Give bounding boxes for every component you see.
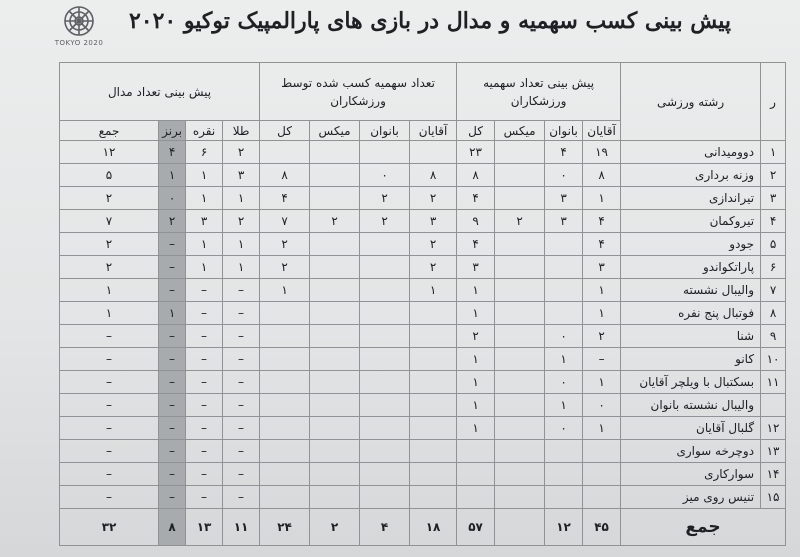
silver-count: ۱ [186, 187, 223, 210]
forecast-men: ۱ [583, 279, 621, 302]
forecast-mixed [495, 463, 545, 486]
medal-sum: – [60, 463, 159, 486]
table-row [60, 256, 786, 279]
forecast-women [545, 233, 583, 256]
silver-count: – [186, 394, 223, 417]
earned-men [410, 141, 457, 164]
forecast-women [545, 256, 583, 279]
earned-total: ۲ [260, 256, 310, 279]
earned-women [360, 417, 410, 440]
earned-women [360, 371, 410, 394]
earned-men: ۸ [410, 164, 457, 187]
forecast-total: ۴ [457, 233, 495, 256]
forecast-total: ۲ [457, 325, 495, 348]
forecast-mixed [495, 141, 545, 164]
earned-men: ۲ [410, 233, 457, 256]
bronze-count: – [159, 233, 186, 256]
earned-men [410, 325, 457, 348]
forecast-women: ۳ [545, 187, 583, 210]
forecast-total: ۹ [457, 210, 495, 233]
medal-sum: – [60, 394, 159, 417]
earned-mixed [310, 187, 360, 210]
earned-total: ۲ [260, 233, 310, 256]
sport-header: رشته ورزشی [621, 63, 761, 141]
forecast-mixed [495, 164, 545, 187]
quota-earned-header: تعداد سهمیه کسب شده توسط ورزشکاران [260, 63, 457, 121]
silver-count: – [186, 302, 223, 325]
forecast-total: ۱ [457, 417, 495, 440]
row-number: ۲ [761, 164, 786, 187]
totals-gold: ۱۱ [223, 509, 260, 546]
earned-men: ۳ [410, 210, 457, 233]
forecast-women: ۰ [545, 371, 583, 394]
forecast-women [545, 440, 583, 463]
earned-mixed [310, 348, 360, 371]
earned-men: ۲ [410, 256, 457, 279]
gold-count: ۲ [223, 141, 260, 164]
totals-bronze: ۸ [159, 509, 186, 546]
medal-sum: ۲ [60, 233, 159, 256]
earned-women [360, 440, 410, 463]
sport-name: والیبال نشسته بانوان [621, 394, 761, 417]
row-number: ۱۳ [761, 440, 786, 463]
medal-sum: – [60, 486, 159, 509]
sport-name: تیراندازی [621, 187, 761, 210]
earned-total [260, 394, 310, 417]
earned-mixed [310, 417, 360, 440]
forecast-total: ۴ [457, 187, 495, 210]
forecast-women [545, 486, 583, 509]
row-number: ۱۱ [761, 371, 786, 394]
silver-count: ۱ [186, 233, 223, 256]
earned-mixed [310, 394, 360, 417]
earned-men [410, 371, 457, 394]
forecast-mixed [495, 279, 545, 302]
forecast-women [545, 463, 583, 486]
earned-women: ۰ [360, 164, 410, 187]
totals-forecast-mixed [495, 509, 545, 546]
forecast-mixed [495, 348, 545, 371]
earned-total [260, 486, 310, 509]
silver-count: – [186, 440, 223, 463]
bronze-count: – [159, 371, 186, 394]
forecast-mixed [495, 440, 545, 463]
forecast-women: ۰ [545, 164, 583, 187]
earned-mixed [310, 302, 360, 325]
earned-men [410, 348, 457, 371]
earned-women: ۲ [360, 187, 410, 210]
sport-name: شنا [621, 325, 761, 348]
forecast-women [545, 302, 583, 325]
forecast-men-header: آقایان [583, 121, 621, 141]
forecast-women-header: بانوان [545, 121, 583, 141]
earned-total: ۷ [260, 210, 310, 233]
earned-women [360, 279, 410, 302]
earned-mixed [310, 279, 360, 302]
totals-earned-total: ۲۴ [260, 509, 310, 546]
gold-count: – [223, 394, 260, 417]
silver-count: – [186, 463, 223, 486]
table-row [60, 440, 786, 463]
table-row [60, 486, 786, 509]
earned-mixed [310, 325, 360, 348]
forecast-mixed [495, 256, 545, 279]
forecast-total: ۱ [457, 394, 495, 417]
forecast-men: ۱ [583, 302, 621, 325]
medal-sum: ۱ [60, 279, 159, 302]
bronze-count: – [159, 348, 186, 371]
earned-women: ۲ [360, 210, 410, 233]
sport-name: جودو [621, 233, 761, 256]
forecast-total [457, 440, 495, 463]
forecast-men: ۱ [583, 187, 621, 210]
medal-sum: – [60, 371, 159, 394]
forecast-mixed [495, 302, 545, 325]
forecast-total [457, 486, 495, 509]
table-row [60, 141, 786, 164]
forecast-men [583, 486, 621, 509]
earned-men [410, 440, 457, 463]
forecast-total: ۱ [457, 279, 495, 302]
table-row [60, 394, 786, 417]
table-row [60, 302, 786, 325]
row-number: ۴ [761, 210, 786, 233]
totals-forecast-men: ۴۵ [583, 509, 621, 546]
row-number: ۸ [761, 302, 786, 325]
row-number [761, 394, 786, 417]
earned-men [410, 463, 457, 486]
forecast-men: ۴ [583, 233, 621, 256]
earned-men-header: آقایان [410, 121, 457, 141]
medal-sum: ۱۲ [60, 141, 159, 164]
medal-sum: – [60, 348, 159, 371]
silver-count: – [186, 348, 223, 371]
earned-mixed-header: میکس [310, 121, 360, 141]
medal-sum: ۱ [60, 302, 159, 325]
row-number: ۹ [761, 325, 786, 348]
gold-count: – [223, 417, 260, 440]
gold-count: ۱ [223, 256, 260, 279]
gold-count: – [223, 440, 260, 463]
row-number: ۱۰ [761, 348, 786, 371]
sport-name: فوتبال پنج نفره [621, 302, 761, 325]
forecast-men [583, 440, 621, 463]
quota-forecast-header: پیش بینی تعداد سهمیه ورزشکاران [457, 63, 621, 121]
bronze-count: ۰ [159, 187, 186, 210]
gold-count: – [223, 348, 260, 371]
earned-mixed [310, 463, 360, 486]
forecast-mixed [495, 486, 545, 509]
bronze-count: ۲ [159, 210, 186, 233]
forecast-men [583, 463, 621, 486]
earned-total [260, 417, 310, 440]
silver-count: ۳ [186, 210, 223, 233]
medal-sum: – [60, 440, 159, 463]
gold-count: ۱ [223, 233, 260, 256]
silver-count: – [186, 486, 223, 509]
earned-women [360, 302, 410, 325]
medal-sum: – [60, 325, 159, 348]
forecast-women: ۱ [545, 348, 583, 371]
logo-text: TOKYO 2020 [54, 39, 104, 47]
totals-label: جمع [621, 509, 786, 546]
forecast-men: ۱ [583, 371, 621, 394]
earned-men [410, 486, 457, 509]
medal-sum: ۲ [60, 256, 159, 279]
gold-count: – [223, 279, 260, 302]
forecast-men: ۰ [583, 394, 621, 417]
earned-mixed [310, 486, 360, 509]
sport-name: دوچرخه سواری [621, 440, 761, 463]
earned-men: ۲ [410, 187, 457, 210]
table-row [60, 210, 786, 233]
forecast-women: ۴ [545, 141, 583, 164]
bronze-header: برنز [159, 121, 186, 141]
forecast-men: ۳ [583, 256, 621, 279]
table-row [60, 463, 786, 486]
bronze-count: – [159, 256, 186, 279]
forecast-women: ۱ [545, 394, 583, 417]
gold-count: ۲ [223, 210, 260, 233]
earned-women [360, 348, 410, 371]
forecast-total-header: کل [457, 121, 495, 141]
earned-men [410, 394, 457, 417]
bronze-count: – [159, 417, 186, 440]
sum-header: جمع [60, 121, 159, 141]
sport-name: کانو [621, 348, 761, 371]
bronze-count: ۱ [159, 164, 186, 187]
silver-count: ۶ [186, 141, 223, 164]
forecast-men: ۱۹ [583, 141, 621, 164]
earned-total: ۴ [260, 187, 310, 210]
earned-total [260, 371, 310, 394]
forecast-mixed [495, 371, 545, 394]
earned-women [360, 233, 410, 256]
row-number-header: ر [761, 63, 786, 141]
gold-count: – [223, 486, 260, 509]
forecast-total: ۲۳ [457, 141, 495, 164]
silver-count: ۱ [186, 256, 223, 279]
silver-count: – [186, 417, 223, 440]
row-number: ۷ [761, 279, 786, 302]
forecast-total [457, 463, 495, 486]
row-number: ۵ [761, 233, 786, 256]
medal-sum: – [60, 417, 159, 440]
bronze-count: – [159, 486, 186, 509]
silver-count: – [186, 325, 223, 348]
forecast-women: ۳ [545, 210, 583, 233]
gold-count: ۱ [223, 187, 260, 210]
table-row [60, 325, 786, 348]
medal-sum: ۷ [60, 210, 159, 233]
gold-count: – [223, 325, 260, 348]
earned-total [260, 440, 310, 463]
earned-women [360, 463, 410, 486]
earned-total: ۸ [260, 164, 310, 187]
forecast-women [545, 279, 583, 302]
forecast-men: ۴ [583, 210, 621, 233]
forecast-women: ۰ [545, 417, 583, 440]
forecast-total: ۳ [457, 256, 495, 279]
gold-count: – [223, 463, 260, 486]
sport-name: تیروکمان [621, 210, 761, 233]
bronze-count: ۱ [159, 302, 186, 325]
earned-total [260, 325, 310, 348]
earned-total [260, 348, 310, 371]
forecast-total: ۸ [457, 164, 495, 187]
totals-sum: ۳۲ [60, 509, 159, 546]
forecast-men: ۸ [583, 164, 621, 187]
forecast-mixed-header: میکس [495, 121, 545, 141]
totals-earned-men: ۱۸ [410, 509, 457, 546]
forecast-table [59, 62, 786, 546]
earned-total: ۱ [260, 279, 310, 302]
totals-forecast-total: ۵۷ [457, 509, 495, 546]
earned-men [410, 417, 457, 440]
earned-men: ۱ [410, 279, 457, 302]
silver-header: نقره [186, 121, 223, 141]
earned-total [260, 302, 310, 325]
earned-men [410, 302, 457, 325]
earned-women [360, 486, 410, 509]
medal-forecast-header: پیش بینی تعداد مدال [60, 63, 260, 121]
earned-mixed [310, 371, 360, 394]
bronze-count: ۴ [159, 141, 186, 164]
earned-women-header: بانوان [360, 121, 410, 141]
gold-count: – [223, 371, 260, 394]
bronze-count: – [159, 325, 186, 348]
forecast-mixed [495, 187, 545, 210]
forecast-men: ۲ [583, 325, 621, 348]
sport-name: پاراتکواندو [621, 256, 761, 279]
earned-total [260, 463, 310, 486]
totals-row [60, 509, 786, 546]
forecast-women: ۰ [545, 325, 583, 348]
totals-forecast-women: ۱۲ [545, 509, 583, 546]
table-body [60, 141, 786, 509]
forecast-total: ۱ [457, 348, 495, 371]
earned-mixed [310, 164, 360, 187]
medal-sum: ۵ [60, 164, 159, 187]
sport-name: تنیس روی میز [621, 486, 761, 509]
row-number: ۱۲ [761, 417, 786, 440]
forecast-mixed [495, 233, 545, 256]
table-row [60, 417, 786, 440]
gold-count: – [223, 302, 260, 325]
sport-name: وزنه برداری [621, 164, 761, 187]
forecast-men: ۱ [583, 417, 621, 440]
paralympic-logo [52, 4, 106, 56]
silver-count: – [186, 371, 223, 394]
earned-total-header: کل [260, 121, 310, 141]
table-row [60, 233, 786, 256]
medal-sum: ۲ [60, 187, 159, 210]
bronze-count: – [159, 394, 186, 417]
earned-mixed [310, 233, 360, 256]
earned-women [360, 141, 410, 164]
bronze-count: – [159, 440, 186, 463]
forecast-total: ۱ [457, 371, 495, 394]
totals-earned-women: ۴ [360, 509, 410, 546]
page-title: پیش بینی کسب سهمیه و مدال در بازی های پارالمپیک توکیو ۲۰۲۰ [128, 8, 732, 34]
sport-name: دوومیدانی [621, 141, 761, 164]
gold-count: ۳ [223, 164, 260, 187]
table-row [60, 164, 786, 187]
silver-count: – [186, 279, 223, 302]
table-row [60, 371, 786, 394]
row-number: ۶ [761, 256, 786, 279]
table-row [60, 279, 786, 302]
sport-name: گلبال آقایان [621, 417, 761, 440]
row-number: ۱۴ [761, 463, 786, 486]
table-row [60, 348, 786, 371]
gold-header: طلا [223, 121, 260, 141]
bronze-count: – [159, 279, 186, 302]
silver-count: ۱ [186, 164, 223, 187]
forecast-mixed [495, 394, 545, 417]
earned-women [360, 256, 410, 279]
sport-name: سوارکاری [621, 463, 761, 486]
earned-mixed [310, 141, 360, 164]
row-number: ۳ [761, 187, 786, 210]
earned-total [260, 141, 310, 164]
forecast-men: – [583, 348, 621, 371]
earned-mixed [310, 440, 360, 463]
earned-mixed [310, 256, 360, 279]
sport-name: بسکتبال با ویلچر آقایان [621, 371, 761, 394]
table-row [60, 187, 786, 210]
totals-earned-mixed: ۲ [310, 509, 360, 546]
earned-women [360, 325, 410, 348]
row-number: ۱۵ [761, 486, 786, 509]
totals-silver: ۱۳ [186, 509, 223, 546]
forecast-mixed [495, 325, 545, 348]
forecast-mixed [495, 417, 545, 440]
forecast-total: ۱ [457, 302, 495, 325]
tokyo-2020-emblem-icon [62, 4, 96, 38]
forecast-mixed: ۲ [495, 210, 545, 233]
earned-women [360, 394, 410, 417]
earned-mixed: ۲ [310, 210, 360, 233]
sport-name: والیبال نشسته [621, 279, 761, 302]
row-number: ۱ [761, 141, 786, 164]
bronze-count: – [159, 463, 186, 486]
